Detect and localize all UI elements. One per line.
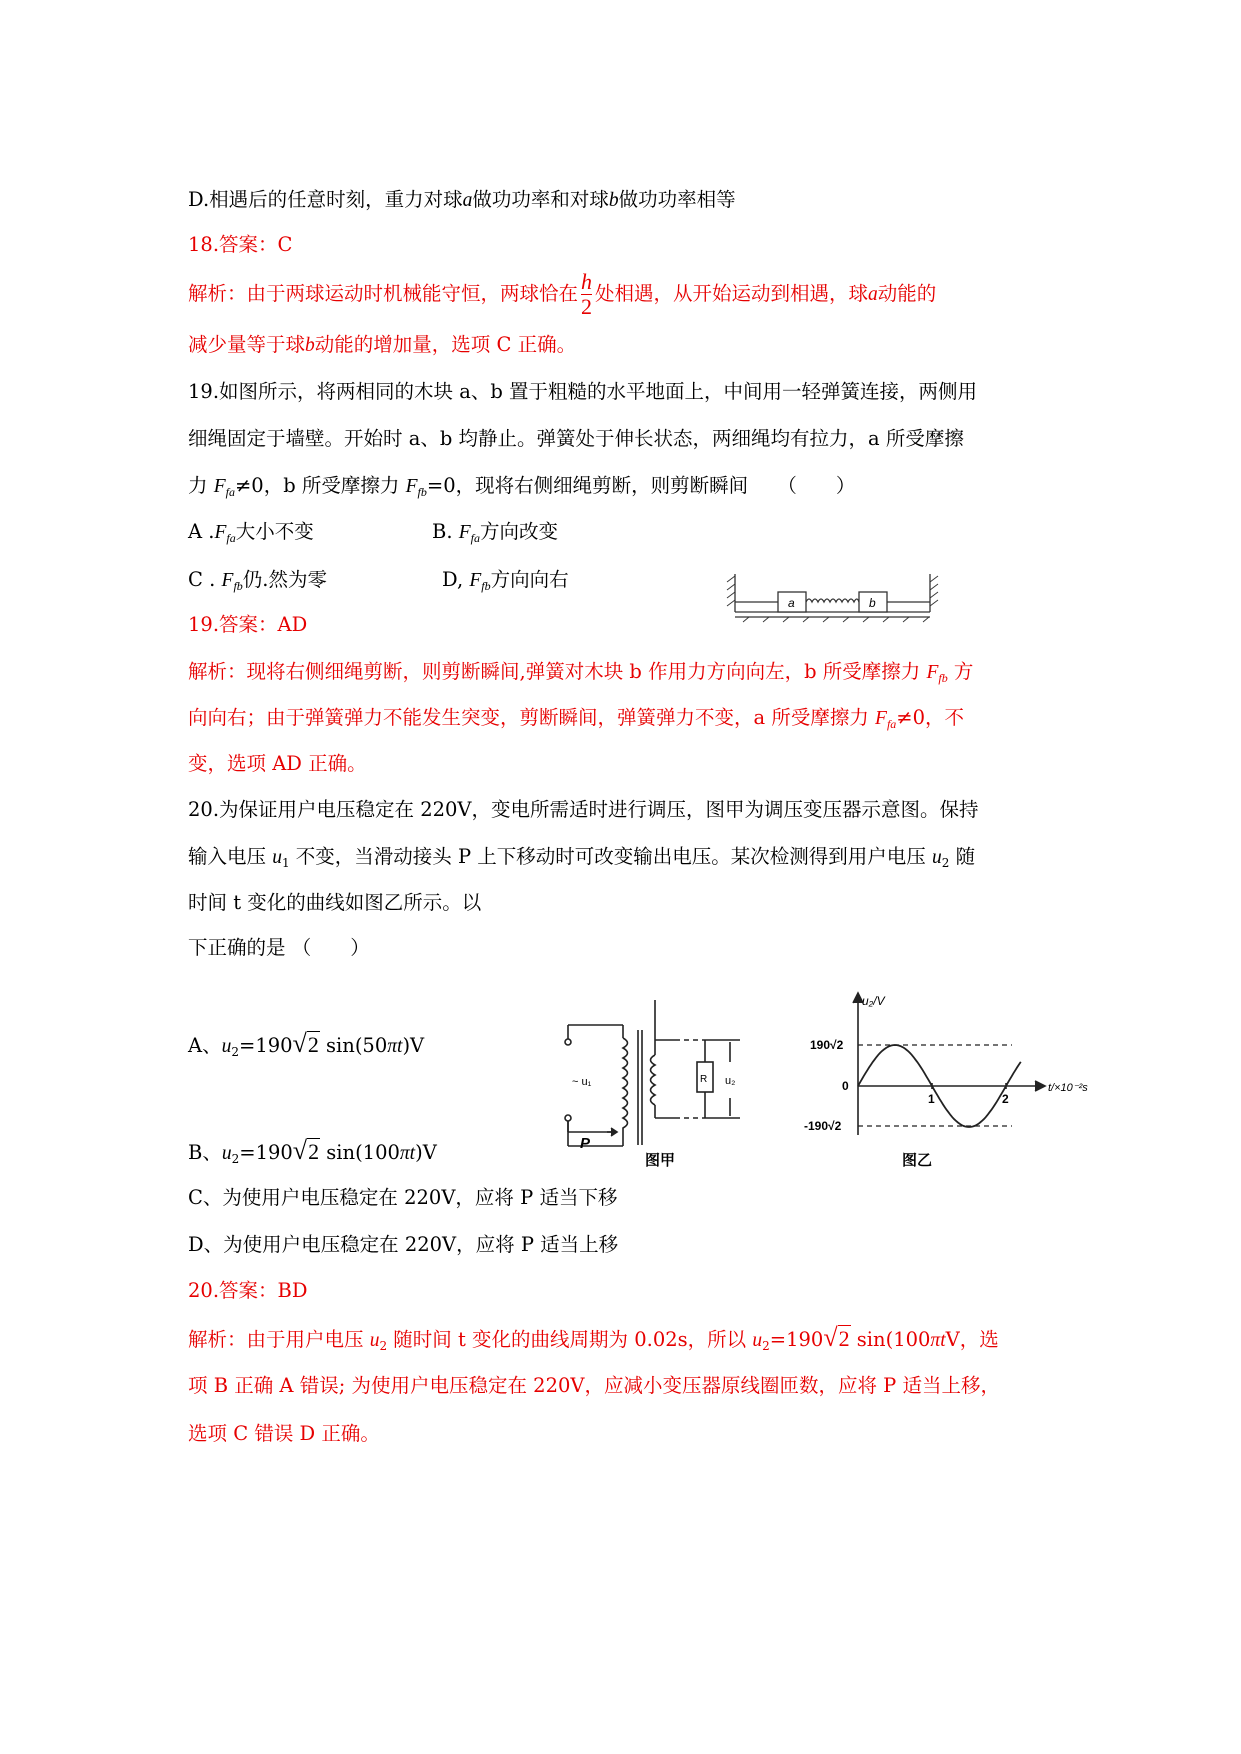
q19-option-c: C . $F_{fb}$仍.然为零 [188, 568, 327, 593]
q20-option-b: B、$u_2=190√2$ sin(100πt)V [188, 1136, 437, 1166]
svg-text:-190√2: -190√2 [804, 1119, 842, 1133]
q19-explanation-line3: 变，选项 AD 正确。 [188, 752, 367, 775]
svg-text:~ u₁: ~ u₁ [572, 1076, 592, 1088]
q20-option-d: D、为使用户电压稳定在 220V，应将 P 适当上移 [188, 1233, 619, 1256]
q19-stem-line1: 19.如图所示，将两相同的木块 a、b 置于粗糙的水平地面上，中间用一轻弹簧连接，两侧用 [188, 380, 978, 403]
blocks-spring-figure [725, 572, 940, 627]
q18-answer: 18.答案：C [188, 233, 293, 256]
svg-text:图乙: 图乙 [902, 1152, 933, 1169]
q19-stem-line2: 细绳固定于墙壁。开始时 a、b 均静止。弹簧处于伸长状态，两细绳均有拉力，a 所受摩擦 [188, 427, 964, 450]
q19-explanation-line2: 向向右；由于弹簧弹力不能发生突变，剪断瞬间，弹簧弹力不变，a 所受摩擦力 $F_{fa}\ne 0$，不 [188, 706, 965, 731]
transformer-figure [555, 1000, 785, 1175]
q19-answer: 19.答案：AD [188, 613, 308, 636]
svg-text:b: b [869, 596, 876, 610]
svg-text:a: a [788, 596, 795, 610]
q17-option-d: D.相遇后的任意时刻，重力对球a做功功率和对球b做功功率相等 [188, 188, 736, 211]
sqrt-2: √2 [823, 1323, 850, 1352]
svg-text:0: 0 [842, 1079, 849, 1093]
svg-text:P: P [580, 1135, 591, 1152]
q18-explanation-line2: 减少量等于球b动能的增加量，选项 C 正确。 [188, 333, 577, 356]
svg-text:R: R [700, 1074, 708, 1085]
q20-stem-line4: 下正确的是 （ ） [188, 936, 370, 959]
sqrt-2: √2 [292, 1029, 319, 1058]
q20-stem-line3: 时间 t 变化的曲线如图乙所示。以 [188, 891, 482, 914]
svg-text:190√2: 190√2 [810, 1038, 844, 1052]
svg-text:1: 1 [928, 1092, 935, 1106]
fraction-h-over-2: $\frac{h}{2}$ [581, 269, 593, 319]
sqrt-2: √2 [292, 1136, 320, 1165]
q20-stem-line2: 输入电压 $u_1$ 不变，当滑动接头 P 上下移动时可改变输出电压。某次检测得到用户电压 $u_2$ 随 [188, 845, 976, 870]
svg-text:u₂/V: u₂/V [862, 994, 885, 1008]
q20-option-c: C、为使用户电压稳定在 220V，应将 P 适当下移 [188, 1186, 618, 1209]
q19-explanation-line1: 解析：现将右侧细绳剪断，则剪断瞬间,弹簧对木块 b 作用力方向向左，b 所受摩擦力 $F_{fb}$ 方 [188, 660, 974, 685]
q20-stem-line1: 20.为保证用户电压稳定在 220V，变电所需适时进行调压，图甲为调压变压器示意图。保持 [188, 798, 979, 821]
q20-answer: 20.答案：BD [188, 1279, 308, 1302]
svg-text:图甲: 图甲 [645, 1152, 676, 1169]
q20-option-a: A、$u_2=190√2$ sin(50πt)V [188, 1029, 425, 1059]
q19-stem-line3: 力 $F_{fa}\ne 0$，b 所受摩擦力 $F_{fb}=0$，现将右侧细绳剪断，则剪断瞬间 （ ） [188, 474, 856, 499]
q20-explanation-line3: 选项 C 错误 D 正确。 [188, 1422, 380, 1445]
q19-option-b: B. $F_{fa}$方向改变 [432, 520, 559, 545]
q19-option-a: A $.F_{fa}$大小不变 [188, 520, 314, 545]
q20-explanation-line1: 解析：由于用户电压 $u_2$ 随时间 t 变化的曲线周期为 0.02s，所以 $u_2=190√2$ sin(100πtV，选 [188, 1323, 999, 1353]
svg-text:t/×10⁻²s: t/×10⁻²s [1048, 1082, 1088, 1094]
svg-text:u₂: u₂ [725, 1075, 736, 1087]
q20-explanation-line2: 项 B 正确 A 错误; 为使用户电压稳定在 220V，应减小变压器原线圈匝数，应将 P 适当上移， [188, 1374, 1000, 1397]
waveform-figure [790, 985, 1120, 1175]
q18-explanation-line1: 解析：由于两球运动时机械能守恒，两球恰在 $\frac{h}{2}$ 处相遇，从开始运动到相遇，球a动能的 [188, 269, 937, 319]
svg-text:2: 2 [1002, 1092, 1009, 1106]
q19-option-d: D, $F_{fb}$方向向右 [442, 568, 569, 593]
